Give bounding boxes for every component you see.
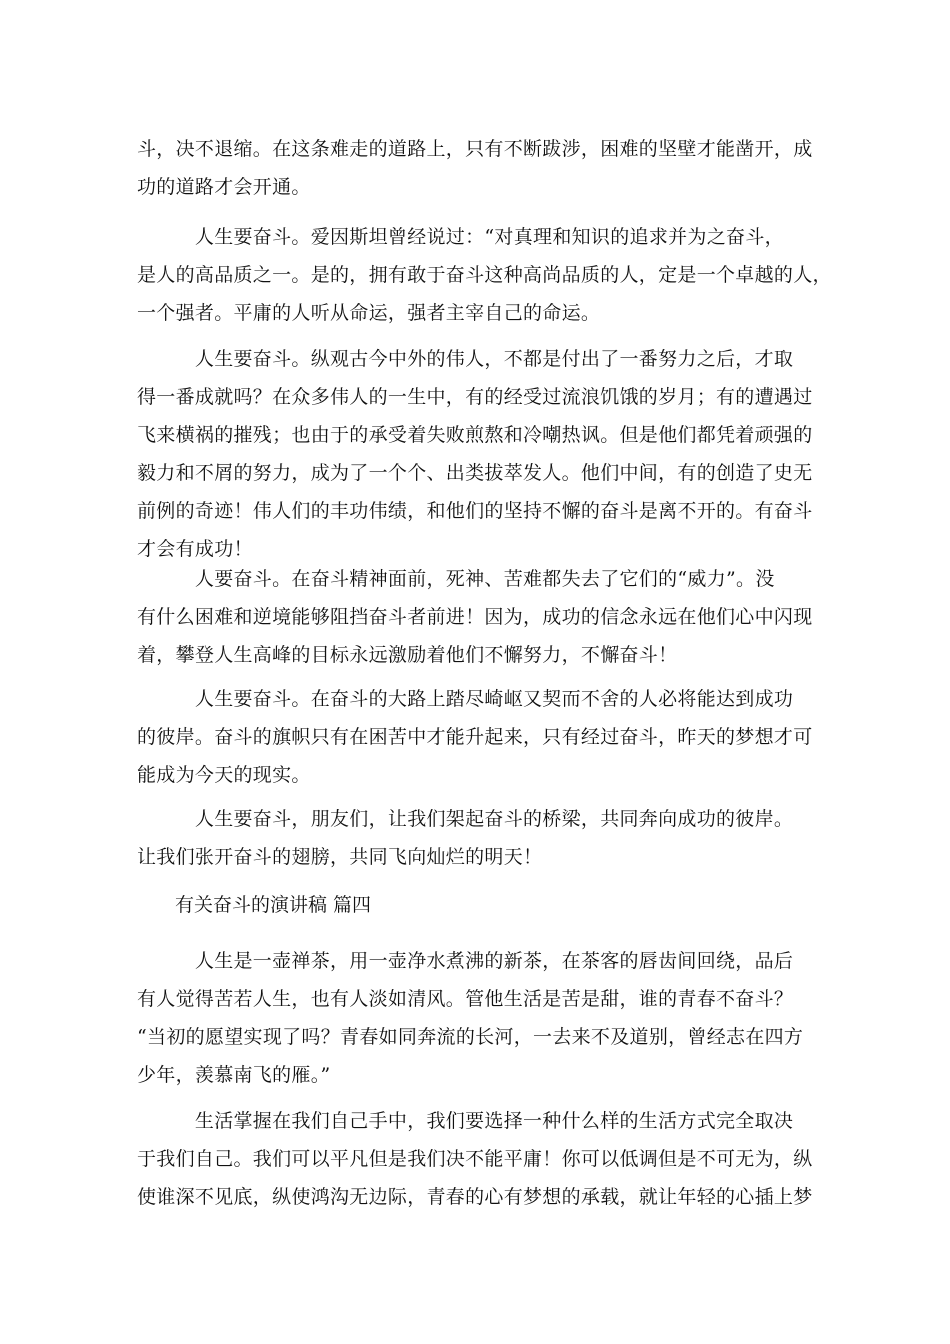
paragraph-line: 有什么困难和逆境能够阻挡奋斗者前进！因为，成功的信念永远在他们心中闪现	[137, 606, 813, 628]
paragraph-line: 人生要奋斗，朋友们，让我们架起奋斗的桥梁，共同奔向成功的彼岸。	[137, 808, 794, 830]
paragraph-line: 人生是一壶禅茶，用一壶净水煮沸的新茶，在茶客的唇齿间回绕，品后	[137, 950, 794, 972]
paragraph-line: 毅力和不屑的努力，成为了一个个、出类拔萃发人。他们中间，有的创造了史无	[137, 462, 813, 484]
paragraph-line: 让我们张开奋斗的翅膀，共同飞向灿烂的明天！	[137, 846, 543, 868]
paragraph-line: 前例的奇迹！伟人们的丰功伟绩，和他们的坚持不懈的奋斗是离不开的。有奋斗	[137, 500, 813, 522]
paragraph-line: 得一番成就吗？在众多伟人的一生中，有的经受过流浪饥饿的岁月；有的遭遇过	[137, 386, 813, 408]
paragraph-line: 是人的高品质之一。是的，拥有敢于奋斗这种高尚品质的人，定是一个卓越的人，	[137, 264, 832, 286]
paragraph-line: 于我们自己。我们可以平凡但是我们决不能平庸！你可以低调但是不可无为，纵	[137, 1148, 813, 1170]
paragraph-line: 少年，羡慕南飞的雁。”	[137, 1064, 331, 1086]
paragraph-line: 斗，决不退缩。在这条难走的道路上，只有不断跋涉，困难的坚壁才能凿开，成	[137, 138, 813, 160]
paragraph-line: 着，攀登人生高峰的目标永远激励着他们不懈努力，不懈奋斗！	[137, 644, 678, 666]
paragraph-3	[137, 340, 817, 568]
paragraph-5	[137, 680, 817, 794]
paragraph-8	[137, 1102, 817, 1216]
paragraph-line: 人要奋斗。在奋斗精神面前，死神、苦难都失去了它们的“威力”。没	[137, 568, 775, 590]
paragraph-line: 生活掌握在我们自己手中，我们要选择一种什么样的生活方式完全取决	[137, 1110, 794, 1132]
paragraph-line: 才会有成功！	[137, 538, 253, 560]
paragraph-line: 人生要奋斗。在奋斗的大路上踏尽崎岖又契而不舍的人必将能达到成功	[137, 688, 794, 710]
paragraph-6	[137, 800, 817, 876]
paragraph-1	[137, 130, 817, 206]
paragraph-line: “当初的愿望实现了吗？青春如同奔流的长河，一去来不及道别，曾经志在四方	[137, 1026, 804, 1048]
section-heading: 有关奋斗的演讲稿 篇四	[175, 894, 372, 916]
paragraph-line: 飞来横祸的摧残；也由于的承受着失败煎熬和冷嘲热讽。但是他们都凭着顽强的	[137, 424, 813, 446]
paragraph-line: 的彼岸。奋斗的旗帜只有在困苦中才能升起来，只有经过奋斗，昨天的梦想才可	[137, 726, 813, 748]
paragraph-line: 人生要奋斗。爱因斯坦曾经说过：“对真理和知识的追求并为之奋斗，	[137, 226, 784, 248]
paragraph-line: 使谁深不见底，纵使鸿沟无边际，青春的心有梦想的承载，就让年轻的心插上梦	[137, 1186, 813, 1208]
paragraph-line: 一个强者。平庸的人听从命运，强者主宰自己的命运。	[137, 302, 601, 324]
paragraph-line: 功的道路才会开通。	[137, 176, 311, 198]
paragraph-line: 人生要奋斗。纵观古今中外的伟人，不都是付出了一番努力之后，才取	[137, 348, 794, 370]
paragraph-4	[137, 560, 817, 674]
paragraph-2	[137, 218, 832, 332]
paragraph-7	[137, 942, 817, 1094]
paragraph-line: 能成为今天的现实。	[137, 764, 311, 786]
paragraph-line: 有人觉得苦若人生，也有人淡如清风。管他生活是苦是甜，谁的青春不奋斗？	[137, 988, 794, 1010]
